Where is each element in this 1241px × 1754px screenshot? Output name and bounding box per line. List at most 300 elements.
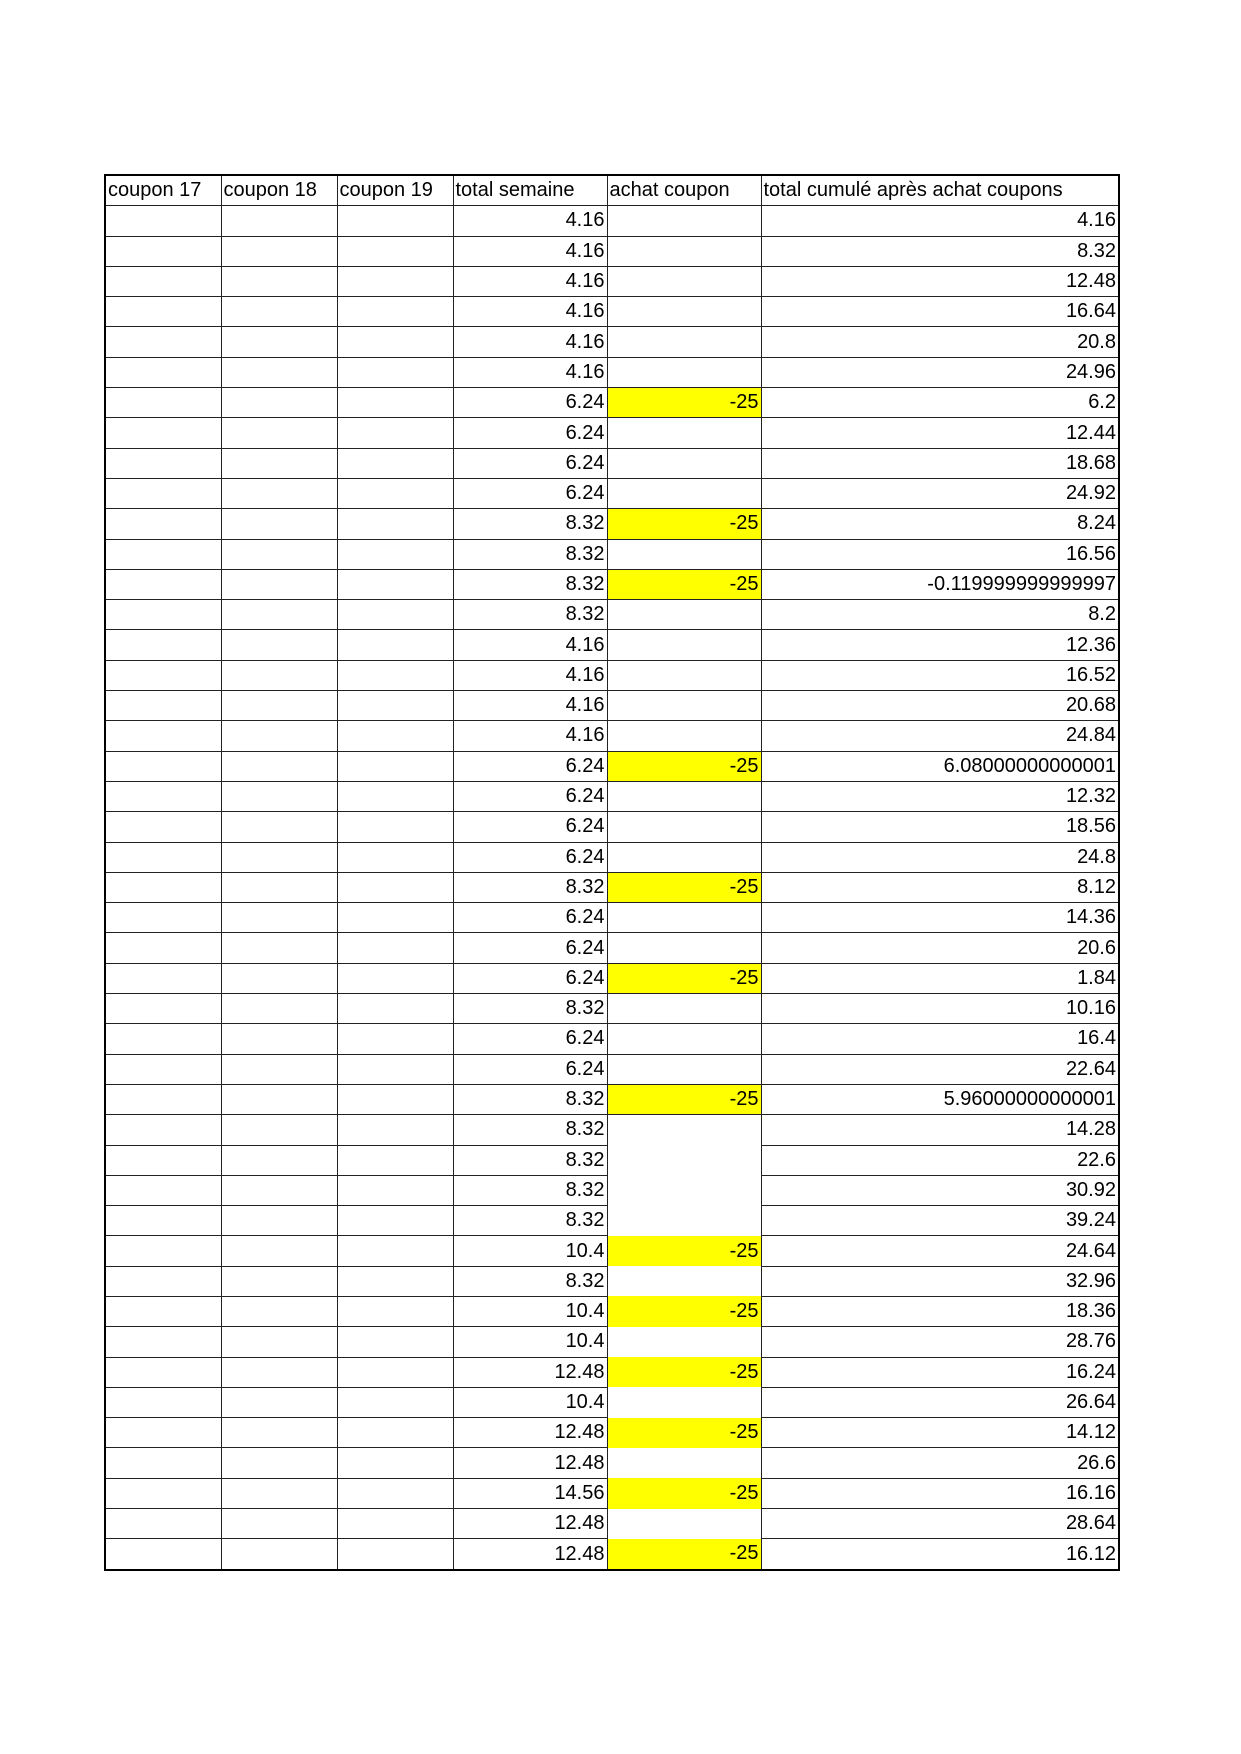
table-row	[105, 721, 1119, 751]
cell-coupon-17	[105, 1357, 221, 1387]
table-row	[105, 448, 1119, 478]
cell-coupon-18	[221, 1236, 337, 1266]
cell-total-semaine: 10.4	[453, 1236, 607, 1266]
cell-coupon-19	[337, 206, 453, 236]
cell-total-cumule: 24.96	[761, 357, 1119, 387]
cell-coupon-19	[337, 721, 453, 751]
cell-coupon-17	[105, 297, 221, 327]
cell-total-semaine: 4.16	[453, 691, 607, 721]
cell-total-semaine: 12.48	[453, 1448, 607, 1478]
cell-coupon-19	[337, 1115, 453, 1145]
cell-achat-coupon	[607, 1266, 761, 1296]
cell-coupon-17	[105, 781, 221, 811]
cell-coupon-19	[337, 872, 453, 902]
cell-coupon-18	[221, 751, 337, 781]
cell-coupon-17	[105, 630, 221, 660]
cell-coupon-19	[337, 1175, 453, 1205]
cell-coupon-19	[337, 236, 453, 266]
header-row	[105, 175, 1119, 206]
cell-total-cumule: 8.12	[761, 872, 1119, 902]
cell-coupon-18	[221, 206, 337, 236]
cell-coupon-18	[221, 691, 337, 721]
cell-total-semaine: 4.16	[453, 206, 607, 236]
cell-coupon-17	[105, 1296, 221, 1326]
cell-coupon-17	[105, 509, 221, 539]
table-row	[105, 1145, 1119, 1175]
cell-total-cumule: 8.24	[761, 509, 1119, 539]
header-coupon-18: coupon 18	[221, 175, 337, 206]
cell-coupon-18	[221, 872, 337, 902]
cell-coupon-19	[337, 1054, 453, 1084]
cell-coupon-19	[337, 903, 453, 933]
cell-total-cumule: 32.96	[761, 1266, 1119, 1296]
cell-coupon-18	[221, 933, 337, 963]
table-row	[105, 1327, 1119, 1357]
cell-coupon-19	[337, 1024, 453, 1054]
cell-total-cumule: 12.36	[761, 630, 1119, 660]
cell-coupon-17	[105, 388, 221, 418]
table-row	[105, 812, 1119, 842]
cell-coupon-17	[105, 1175, 221, 1205]
cell-coupon-17	[105, 963, 221, 993]
cell-achat-coupon: -25	[607, 1296, 761, 1326]
cell-coupon-17	[105, 1448, 221, 1478]
cell-coupon-18	[221, 1084, 337, 1114]
cell-total-cumule: 14.28	[761, 1115, 1119, 1145]
cell-total-cumule: 8.2	[761, 600, 1119, 630]
table-row	[105, 903, 1119, 933]
cell-total-semaine: 6.24	[453, 963, 607, 993]
table-row	[105, 1024, 1119, 1054]
cell-coupon-17	[105, 721, 221, 751]
cell-achat-coupon	[607, 842, 761, 872]
cell-total-semaine: 4.16	[453, 266, 607, 296]
cell-coupon-17	[105, 994, 221, 1024]
cell-coupon-17	[105, 1387, 221, 1417]
cell-total-semaine: 4.16	[453, 327, 607, 357]
cell-coupon-17	[105, 1509, 221, 1539]
cell-total-semaine: 8.32	[453, 872, 607, 902]
cell-total-cumule: 26.6	[761, 1448, 1119, 1478]
cell-achat-coupon	[607, 600, 761, 630]
table-row	[105, 842, 1119, 872]
cell-achat-coupon: -25	[607, 1478, 761, 1508]
table-row	[105, 1448, 1119, 1478]
cell-total-semaine: 6.24	[453, 418, 607, 448]
cell-achat-coupon	[607, 781, 761, 811]
cell-achat-coupon	[607, 1115, 761, 1145]
cell-coupon-17	[105, 206, 221, 236]
cell-total-cumule: 20.6	[761, 933, 1119, 963]
cell-achat-coupon	[607, 994, 761, 1024]
cell-coupon-17	[105, 842, 221, 872]
table-row	[105, 478, 1119, 508]
cell-coupon-17	[105, 751, 221, 781]
cell-coupon-19	[337, 1448, 453, 1478]
cell-achat-coupon: -25	[607, 1418, 761, 1448]
cell-total-semaine: 4.16	[453, 357, 607, 387]
cell-coupon-18	[221, 448, 337, 478]
cell-coupon-18	[221, 600, 337, 630]
cell-coupon-18	[221, 1509, 337, 1539]
cell-coupon-19	[337, 1357, 453, 1387]
cell-total-semaine: 6.24	[453, 933, 607, 963]
cell-coupon-19	[337, 812, 453, 842]
cell-coupon-19	[337, 1387, 453, 1417]
table-row	[105, 1236, 1119, 1266]
cell-total-cumule: 39.24	[761, 1206, 1119, 1236]
cell-achat-coupon	[607, 266, 761, 296]
cell-total-semaine: 6.24	[453, 388, 607, 418]
cell-achat-coupon: -25	[607, 1539, 761, 1570]
cell-total-cumule: 22.64	[761, 1054, 1119, 1084]
cell-coupon-18	[221, 903, 337, 933]
cell-coupon-19	[337, 781, 453, 811]
table-row	[105, 994, 1119, 1024]
cell-coupon-18	[221, 1387, 337, 1417]
cell-total-semaine: 4.16	[453, 297, 607, 327]
cell-coupon-18	[221, 781, 337, 811]
table-row	[105, 933, 1119, 963]
cell-achat-coupon	[607, 1054, 761, 1084]
cell-coupon-17	[105, 1145, 221, 1175]
cell-total-semaine: 8.32	[453, 1206, 607, 1236]
cell-achat-coupon	[607, 539, 761, 569]
cell-achat-coupon	[607, 478, 761, 508]
cell-coupon-18	[221, 660, 337, 690]
cell-coupon-17	[105, 418, 221, 448]
cell-coupon-18	[221, 1478, 337, 1508]
cell-total-semaine: 8.32	[453, 1266, 607, 1296]
cell-coupon-17	[105, 1115, 221, 1145]
cell-coupon-17	[105, 1418, 221, 1448]
cell-total-cumule: 28.76	[761, 1327, 1119, 1357]
table-row	[105, 1054, 1119, 1084]
table-row	[105, 1084, 1119, 1114]
header-coupon-19: coupon 19	[337, 175, 453, 206]
cell-achat-coupon	[607, 691, 761, 721]
table-row	[105, 206, 1119, 236]
cell-achat-coupon: -25	[607, 509, 761, 539]
cell-total-cumule: 16.56	[761, 539, 1119, 569]
table-row	[105, 509, 1119, 539]
table-row	[105, 418, 1119, 448]
cell-coupon-19	[337, 448, 453, 478]
cell-total-semaine: 8.32	[453, 539, 607, 569]
cell-total-semaine: 8.32	[453, 569, 607, 599]
cell-total-semaine: 12.48	[453, 1539, 607, 1570]
cell-total-semaine: 6.24	[453, 812, 607, 842]
table-row	[105, 751, 1119, 781]
cell-total-semaine: 8.32	[453, 1145, 607, 1175]
cell-coupon-18	[221, 1357, 337, 1387]
cell-achat-coupon	[607, 206, 761, 236]
cell-total-cumule: 10.16	[761, 994, 1119, 1024]
table-row	[105, 388, 1119, 418]
table-row	[105, 1509, 1119, 1539]
cell-coupon-17	[105, 478, 221, 508]
cell-coupon-17	[105, 600, 221, 630]
cell-total-semaine: 6.24	[453, 842, 607, 872]
cell-total-semaine: 6.24	[453, 1024, 607, 1054]
cell-coupon-17	[105, 1266, 221, 1296]
cell-total-semaine: 8.32	[453, 509, 607, 539]
cell-coupon-19	[337, 1266, 453, 1296]
cell-coupon-19	[337, 327, 453, 357]
cell-coupon-17	[105, 1206, 221, 1236]
cell-total-semaine: 6.24	[453, 903, 607, 933]
table-row	[105, 236, 1119, 266]
cell-total-semaine: 10.4	[453, 1327, 607, 1357]
cell-total-semaine: 12.48	[453, 1357, 607, 1387]
cell-total-semaine: 6.24	[453, 448, 607, 478]
cell-achat-coupon	[607, 357, 761, 387]
cell-coupon-19	[337, 509, 453, 539]
cell-total-semaine: 6.24	[453, 751, 607, 781]
cell-coupon-19	[337, 1296, 453, 1326]
cell-coupon-18	[221, 539, 337, 569]
cell-total-semaine: 8.32	[453, 1084, 607, 1114]
cell-total-cumule: 18.68	[761, 448, 1119, 478]
table-row	[105, 1115, 1119, 1145]
cell-coupon-18	[221, 236, 337, 266]
cell-total-cumule: 16.12	[761, 1539, 1119, 1570]
cell-coupon-18	[221, 1206, 337, 1236]
cell-coupon-18	[221, 1024, 337, 1054]
cell-coupon-18	[221, 327, 337, 357]
cell-total-semaine: 10.4	[453, 1296, 607, 1326]
cell-coupon-17	[105, 1236, 221, 1266]
header-total-cumule: total cumulé après achat coupons	[761, 175, 1119, 206]
cell-coupon-18	[221, 963, 337, 993]
cell-achat-coupon	[607, 933, 761, 963]
cell-coupon-17	[105, 812, 221, 842]
cell-coupon-19	[337, 963, 453, 993]
table-row	[105, 691, 1119, 721]
cell-total-cumule: 16.52	[761, 660, 1119, 690]
cell-total-semaine: 6.24	[453, 781, 607, 811]
cell-coupon-17	[105, 327, 221, 357]
cell-coupon-18	[221, 418, 337, 448]
cell-total-cumule: 1.84	[761, 963, 1119, 993]
table-row	[105, 1206, 1119, 1236]
cell-total-cumule: 12.44	[761, 418, 1119, 448]
cell-total-cumule: 6.2	[761, 388, 1119, 418]
table-row	[105, 630, 1119, 660]
table-row	[105, 266, 1119, 296]
cell-coupon-19	[337, 660, 453, 690]
cell-coupon-18	[221, 994, 337, 1024]
cell-coupon-17	[105, 1478, 221, 1508]
cell-coupon-19	[337, 1539, 453, 1570]
cell-total-semaine: 8.32	[453, 1175, 607, 1205]
cell-coupon-17	[105, 1327, 221, 1357]
cell-coupon-19	[337, 388, 453, 418]
table-row	[105, 357, 1119, 387]
header-total-semaine: total semaine	[453, 175, 607, 206]
cell-total-cumule: 16.64	[761, 297, 1119, 327]
cell-total-semaine: 4.16	[453, 630, 607, 660]
cell-coupon-17	[105, 1539, 221, 1570]
cell-total-cumule: 5.96000000000001	[761, 1084, 1119, 1114]
cell-total-cumule: 6.08000000000001	[761, 751, 1119, 781]
cell-total-cumule: 22.6	[761, 1145, 1119, 1175]
cell-coupon-18	[221, 1418, 337, 1448]
cell-total-cumule: 12.48	[761, 266, 1119, 296]
table-row	[105, 1296, 1119, 1326]
cell-coupon-18	[221, 1054, 337, 1084]
cell-total-semaine: 12.48	[453, 1509, 607, 1539]
cell-coupon-17	[105, 933, 221, 963]
cell-coupon-19	[337, 751, 453, 781]
table-row	[105, 1387, 1119, 1417]
cell-coupon-17	[105, 1084, 221, 1114]
cell-total-cumule: 16.24	[761, 1357, 1119, 1387]
cell-total-semaine: 6.24	[453, 478, 607, 508]
cell-coupon-17	[105, 660, 221, 690]
cell-coupon-19	[337, 569, 453, 599]
cell-coupon-19	[337, 357, 453, 387]
cell-coupon-18	[221, 1327, 337, 1357]
cell-coupon-19	[337, 842, 453, 872]
table-body	[105, 175, 1119, 1570]
cell-achat-coupon	[607, 630, 761, 660]
cell-coupon-18	[221, 266, 337, 296]
table-row	[105, 781, 1119, 811]
table-row	[105, 569, 1119, 599]
cell-total-semaine: 4.16	[453, 236, 607, 266]
cell-coupon-17	[105, 872, 221, 902]
cell-total-semaine: 12.48	[453, 1418, 607, 1448]
cell-coupon-19	[337, 297, 453, 327]
cell-coupon-18	[221, 721, 337, 751]
cell-achat-coupon	[607, 418, 761, 448]
cell-total-cumule: 30.92	[761, 1175, 1119, 1205]
cell-coupon-17	[105, 1024, 221, 1054]
cell-coupon-17	[105, 266, 221, 296]
cell-achat-coupon	[607, 1509, 761, 1539]
cell-achat-coupon: -25	[607, 872, 761, 902]
cell-coupon-19	[337, 1478, 453, 1508]
header-coupon-17: coupon 17	[105, 175, 221, 206]
cell-coupon-19	[337, 266, 453, 296]
cell-coupon-18	[221, 812, 337, 842]
cell-coupon-19	[337, 1236, 453, 1266]
cell-total-semaine: 4.16	[453, 721, 607, 751]
cell-total-cumule: 20.68	[761, 691, 1119, 721]
cell-coupon-17	[105, 357, 221, 387]
table-row	[105, 539, 1119, 569]
cell-coupon-19	[337, 539, 453, 569]
cell-coupon-19	[337, 418, 453, 448]
cell-total-semaine: 14.56	[453, 1478, 607, 1508]
cell-achat-coupon	[607, 1024, 761, 1054]
cell-achat-coupon: -25	[607, 569, 761, 599]
cell-coupon-18	[221, 1115, 337, 1145]
cell-coupon-17	[105, 903, 221, 933]
cell-total-cumule: 24.84	[761, 721, 1119, 751]
cell-coupon-17	[105, 569, 221, 599]
cell-achat-coupon	[607, 297, 761, 327]
cell-coupon-19	[337, 600, 453, 630]
cell-achat-coupon	[607, 721, 761, 751]
cell-achat-coupon: -25	[607, 1357, 761, 1387]
cell-total-cumule: 26.64	[761, 1387, 1119, 1417]
cell-total-semaine: 10.4	[453, 1387, 607, 1417]
cell-coupon-19	[337, 994, 453, 1024]
cell-coupon-19	[337, 478, 453, 508]
cell-achat-coupon	[607, 327, 761, 357]
cell-total-cumule: 14.12	[761, 1418, 1119, 1448]
cell-total-semaine: 6.24	[453, 1054, 607, 1084]
cell-coupon-19	[337, 1084, 453, 1114]
cell-achat-coupon	[607, 1448, 761, 1478]
cell-coupon-19	[337, 691, 453, 721]
cell-coupon-19	[337, 1206, 453, 1236]
cell-coupon-17	[105, 539, 221, 569]
coupon-spreadsheet-table	[104, 174, 1120, 1571]
cell-coupon-18	[221, 569, 337, 599]
cell-coupon-18	[221, 478, 337, 508]
cell-achat-coupon	[607, 660, 761, 690]
table-row	[105, 963, 1119, 993]
cell-coupon-17	[105, 236, 221, 266]
table-row	[105, 297, 1119, 327]
cell-coupon-18	[221, 388, 337, 418]
cell-total-cumule: 14.36	[761, 903, 1119, 933]
cell-achat-coupon	[607, 812, 761, 842]
cell-coupon-18	[221, 842, 337, 872]
cell-coupon-18	[221, 1296, 337, 1326]
cell-achat-coupon	[607, 1175, 761, 1205]
cell-coupon-19	[337, 1327, 453, 1357]
cell-total-cumule: 18.56	[761, 812, 1119, 842]
cell-achat-coupon	[607, 1387, 761, 1417]
table-row	[105, 600, 1119, 630]
cell-achat-coupon: -25	[607, 388, 761, 418]
cell-total-semaine: 8.32	[453, 994, 607, 1024]
table-row	[105, 327, 1119, 357]
table-row	[105, 1175, 1119, 1205]
table-row	[105, 660, 1119, 690]
cell-achat-coupon: -25	[607, 1236, 761, 1266]
cell-coupon-17	[105, 448, 221, 478]
cell-total-cumule: 24.64	[761, 1236, 1119, 1266]
cell-coupon-17	[105, 691, 221, 721]
cell-coupon-19	[337, 1145, 453, 1175]
cell-total-cumule: 20.8	[761, 327, 1119, 357]
cell-total-cumule: 28.64	[761, 1509, 1119, 1539]
cell-coupon-18	[221, 630, 337, 660]
cell-achat-coupon	[607, 903, 761, 933]
cell-total-semaine: 8.32	[453, 1115, 607, 1145]
table-row	[105, 1357, 1119, 1387]
cell-total-cumule: 24.8	[761, 842, 1119, 872]
cell-achat-coupon: -25	[607, 751, 761, 781]
cell-achat-coupon	[607, 1145, 761, 1175]
cell-coupon-17	[105, 1054, 221, 1084]
table-row	[105, 1266, 1119, 1296]
cell-coupon-18	[221, 1448, 337, 1478]
cell-achat-coupon	[607, 1206, 761, 1236]
table-row	[105, 872, 1119, 902]
cell-achat-coupon	[607, 448, 761, 478]
header-achat-coupon: achat coupon	[607, 175, 761, 206]
cell-total-cumule: 18.36	[761, 1296, 1119, 1326]
cell-coupon-18	[221, 357, 337, 387]
cell-coupon-18	[221, 1175, 337, 1205]
table-row	[105, 1539, 1119, 1570]
